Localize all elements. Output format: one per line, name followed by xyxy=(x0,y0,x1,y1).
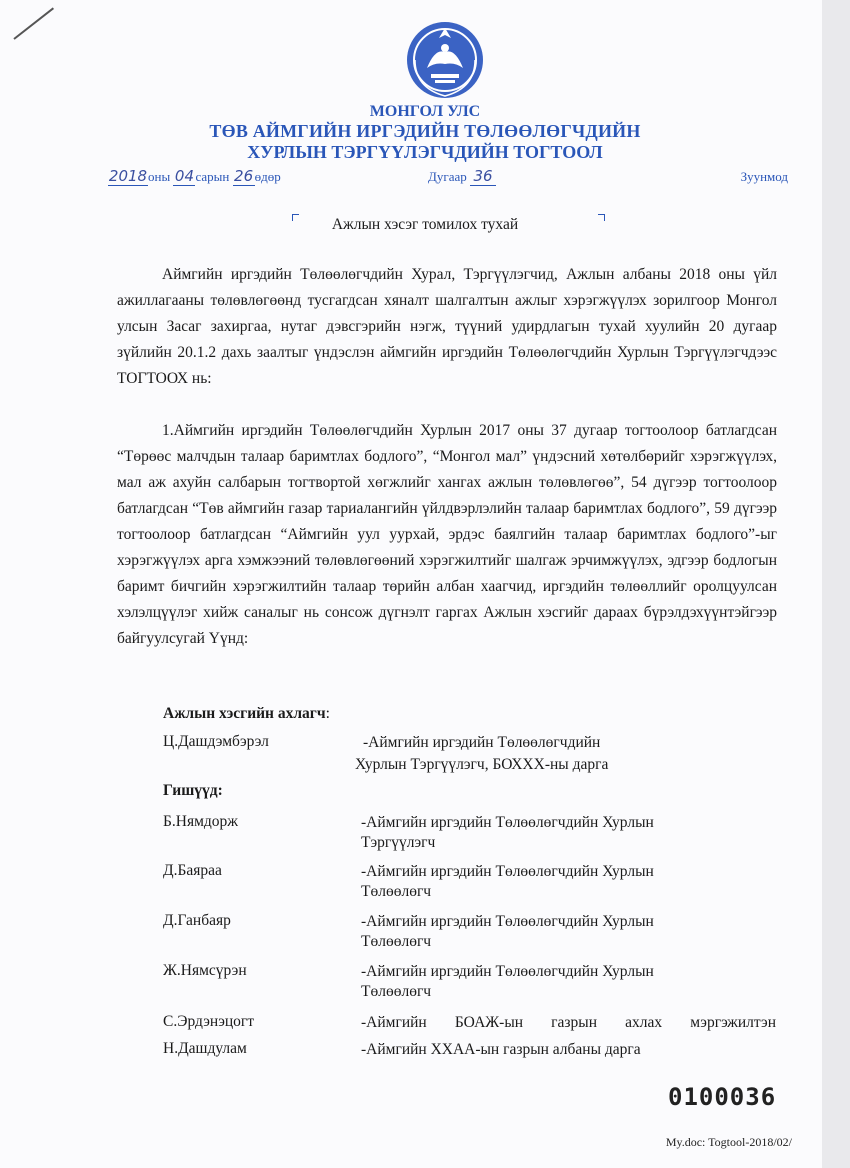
year-label: оны xyxy=(148,169,171,184)
day-label: өдөр xyxy=(254,169,281,184)
member-role-line2: Төлөөлөгч xyxy=(361,883,432,900)
member-name: Д.Ганбаяр xyxy=(163,912,231,929)
member-role-line1: -Аймгийн иргэдийн Төлөөлөгчдийн Хурлын xyxy=(361,863,654,880)
member-name: Н.Дашдулам xyxy=(163,1040,247,1057)
head-name: Ц.Дашдэмбэрэл xyxy=(163,733,269,750)
month-label: сарын xyxy=(195,169,230,184)
head-title-colon: : xyxy=(325,705,330,722)
member-name: Д.Баяраа xyxy=(163,862,222,879)
month-handwritten: 04 xyxy=(174,167,194,185)
member-name: Ж.Нямсүрэн xyxy=(163,962,247,979)
header-country: МОНГОЛ УЛС xyxy=(369,103,481,120)
member-role-line1: -Аймгийн иргэдийн Төлөөлөгчдийн Хурлын xyxy=(361,913,654,930)
header-council: ТӨВ АЙМГИЙН ИРГЭДИЙН ТӨЛӨӨЛӨГЧДИЙН xyxy=(209,121,641,141)
member-role-line2: Төлөөлөгч xyxy=(361,933,432,950)
document-title: Ажлын хэсэг томилох тухай xyxy=(331,216,519,233)
number-field xyxy=(428,167,496,186)
date-line xyxy=(108,167,798,189)
number-handwritten: 36 xyxy=(470,167,496,186)
roster-head-title xyxy=(163,705,803,723)
year-handwritten: 2018 xyxy=(108,167,148,185)
head-role-line1: -Аймгийн иргэдийн Төлөөлөгчдийн xyxy=(363,734,601,751)
head-title-label: Ажлын хэсгийн ахлагч xyxy=(163,705,326,722)
member-name: Б.Нямдорж xyxy=(163,813,239,830)
member-role-line1: -Аймгийн иргэдийн Төлөөлөгчдийн Хурлын xyxy=(361,963,654,980)
head-role-line2: Хурлын Тэргүүлэгч, БОХХХ-ны дарга xyxy=(355,756,609,773)
state-emblem-icon xyxy=(405,18,485,102)
clause-1-paragraph: 1.Аймгийн иргэдийн Төлөөлөгчдийн Хурлын 2017 оны 37 дугаар тогтоолоор батлагдсан “Төрөөс малчдын талаар баримтлах бодлого”, “Монгол мал” үндэсний хөтөлбөрийг хэрэгжүүлэх, мал аж ахуйн салбарын тогтвортой хөгжлийг хангах ажлын төлөвлөгөө”, 54 дүгээр тогтоолоор батлагдсан “Төв аймгийн газар тариалангийн үйлдвэрлэлийн талаар баримтлах бодлого”, 59 дүгээр тогтоолоор батлагдсан “Аймгийн уул уурхай, эрдэс баялгийн талаар баримтлах бодлого”-ыг хэрэгжүүлэх арга хэмжээний төлөвлөгөөний хэрэгжилтийг шалгаж эрчимжүүлэх, эдгээр бодлогын баримт бичгийн хэрэгжилтийн талаар төрийн албан хаагчид, иргэдийн төлөөллийг оролцуулсан хэлэлцүүлэг хийж саналыг нь сонсож дүгнэлт гаргах Ажлын хэсгийг дараах бүрэлдэхүүнтэйгээр байгуулсугай Үүнд: xyxy=(117,422,777,647)
place-name: Зуунмод xyxy=(740,169,788,184)
scan-edge xyxy=(822,0,850,1168)
members-title-label: Гишүүд: xyxy=(163,782,223,799)
serial-number-stamp: 0100036 xyxy=(668,1083,777,1111)
file-reference: My.doc: Togtool-2018/02/ xyxy=(665,1135,792,1149)
member-role-line2: Тэргүүлэгч xyxy=(361,834,436,851)
member-name: С.Эрдэнэцогт xyxy=(163,1013,255,1030)
member-role-line1: -Аймгийн ХХАА-ын газрын албаны дарга xyxy=(361,1041,641,1058)
member-role-line1: -Аймгийн БОАЖ-ын газрын ахлах мэргэжилтэн xyxy=(361,1014,776,1031)
header-resolution-title: ХУРЛЫН ТЭРГҮҮЛЭГЧДИЙН ТОГТООЛ xyxy=(247,142,603,162)
number-label: Дугаар xyxy=(428,169,467,184)
day-handwritten: 26 xyxy=(234,167,254,185)
member-role-line1: -Аймгийн иргэдийн Төлөөлөгчдийн Хурлын xyxy=(361,814,654,831)
preamble-paragraph: Аймгийн иргэдийн Төлөөлөгчдийн Хурал, Тэргүүлэгчид, Ажлын албаны 2018 оны үйл ажиллагааны төлөвлөгөөнд тусгагдсан хяналт шалгалтын ажлыг хэрэгжүүлэх зорилгоор Монгол улсын Засаг захиргаа, нутаг дэвсгэрийн нэгж, түүний удирдлагын тухай хуулийн 20 дугаар зүйлийн 20.1.2 дахь заалтыг үндэслэн аймгийн иргэдийн Төлөөлөгчдийн Хурлын Тэргүүлэгчдээс ТОГТООХ нь: xyxy=(117,266,777,387)
member-role-line2: Төлөөлөгч xyxy=(361,983,432,1000)
